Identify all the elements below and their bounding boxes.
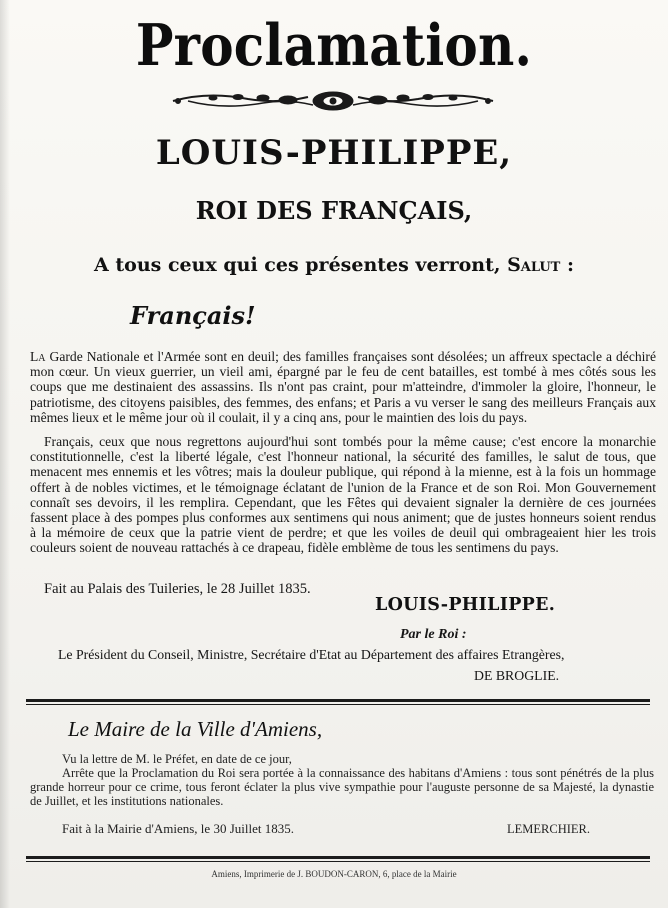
section-divider-top bbox=[26, 699, 650, 702]
president-du-conseil-line: Le Président du Conseil, Ministre, Secrétaire d'Etat au Département des affaires Etrangères, bbox=[58, 647, 565, 662]
mayor-vu-line: Vu la lettre de M. le Préfet, en date de ce jour, bbox=[62, 752, 292, 766]
mayor-heading: Le Maire de la Ville d'Amiens, bbox=[68, 717, 323, 741]
salutation-colon: : bbox=[560, 254, 574, 276]
paragraph-1-lead: La bbox=[30, 349, 46, 364]
proclamation-paragraph-2: Français, ceux que nous regrettons aujourd'hui sont tombés pour la même cause; c'est encore la monarchie constitutionnelle, c'est la liberté légale, c'est l'honneur national, la sécurité des familles, le salut de tous, que menacent mes ennemis et les vôtres; mais la douleur publique, qui répond à la mienne, est à la fois un hommage offert à de nobles victimes, et le témoignage éclatant de l'union de la France et de son Roi. Mon Gouvernement connaît ses devoirs, il les remplira. Cependant, que les Fêtes qui devaient signaler la dernière de ces journées fassent place à des pompes plus conformes aux sentimens qui nous animent; que de justes honneurs soient rendus à la mémoire de ceux que la patrie vient de perdre; et que les voiles de deuil qui ombrageaient hier les trois couleurs soient de nouveau rattachés à ce drapeau, fidèle emblème de tous les sentimens du pays. bbox=[30, 434, 656, 556]
ornament-icon bbox=[168, 88, 498, 114]
proclamation-date-line: Fait au Palais des Tuileries, le 28 Juillet 1835. bbox=[44, 581, 311, 597]
salutation-line bbox=[0, 253, 668, 277]
paragraph-1-text: Garde Nationale et l'Armée sont en deuil; des familles françaises sont désolées; un affreux spectacle a déchiré mon cœur. Un vieux guerrier, un vieil ami, épargné par le feu de cent batailles, est tombé à mes côtés sous les coups que me destinaient des assassins. Ils n'ont pas craint, pour m'atteindre, d'immoler la gloire, l'honneur, le patriotisme, des citoyens paisibles, des femmes, des enfans; et Paris a vu verser le sang des meilleurs Français aux mêmes lieux et le même jour où il coulait, il y a cinq ans, pour le maintien des lois du pays. bbox=[30, 349, 656, 425]
king-name-heading: LOUIS-PHILIPPE, bbox=[155, 133, 513, 173]
king-signature: LOUIS-PHILIPPE. bbox=[375, 595, 556, 615]
section-divider-bottom bbox=[26, 856, 650, 859]
mayor-date-line: Fait à la Mairie d'Amiens, le 30 Juillet 1835. bbox=[62, 821, 294, 836]
poster-title: Proclamation. bbox=[135, 10, 533, 79]
printer-imprint: Amiens, Imprimerie de J. BOUDON-CARON, 6, place de la Mairie bbox=[211, 869, 457, 879]
section-divider-top-thin bbox=[26, 704, 650, 705]
address-heading: Français! bbox=[130, 301, 256, 330]
mayor-signature: LEMERCHIER. bbox=[507, 822, 590, 836]
par-le-roi-line: Par le Roi : bbox=[400, 627, 467, 642]
mayor-arrete-paragraph: Arrête que la Proclamation du Roi sera portée à la connaissance des habitans d'Amiens : tous sont pénétrés de la plus grande horreur pour ce crime, tous feront éclater la plus vive sympathie pour l'auguste personne de sa Majesté, la dynastie de Juillet, et les institutions nationales. bbox=[30, 766, 654, 808]
section-divider-bottom-thin bbox=[26, 861, 650, 862]
king-title-heading: ROI DES FRANÇAIS, bbox=[195, 196, 473, 225]
proclamation-paragraph-1 bbox=[30, 349, 656, 425]
salutation-text: A tous ceux qui ces présentes verront, bbox=[94, 254, 508, 276]
minister-signature: DE BROGLIE. bbox=[474, 668, 560, 683]
salut-word: Salut bbox=[507, 254, 561, 276]
